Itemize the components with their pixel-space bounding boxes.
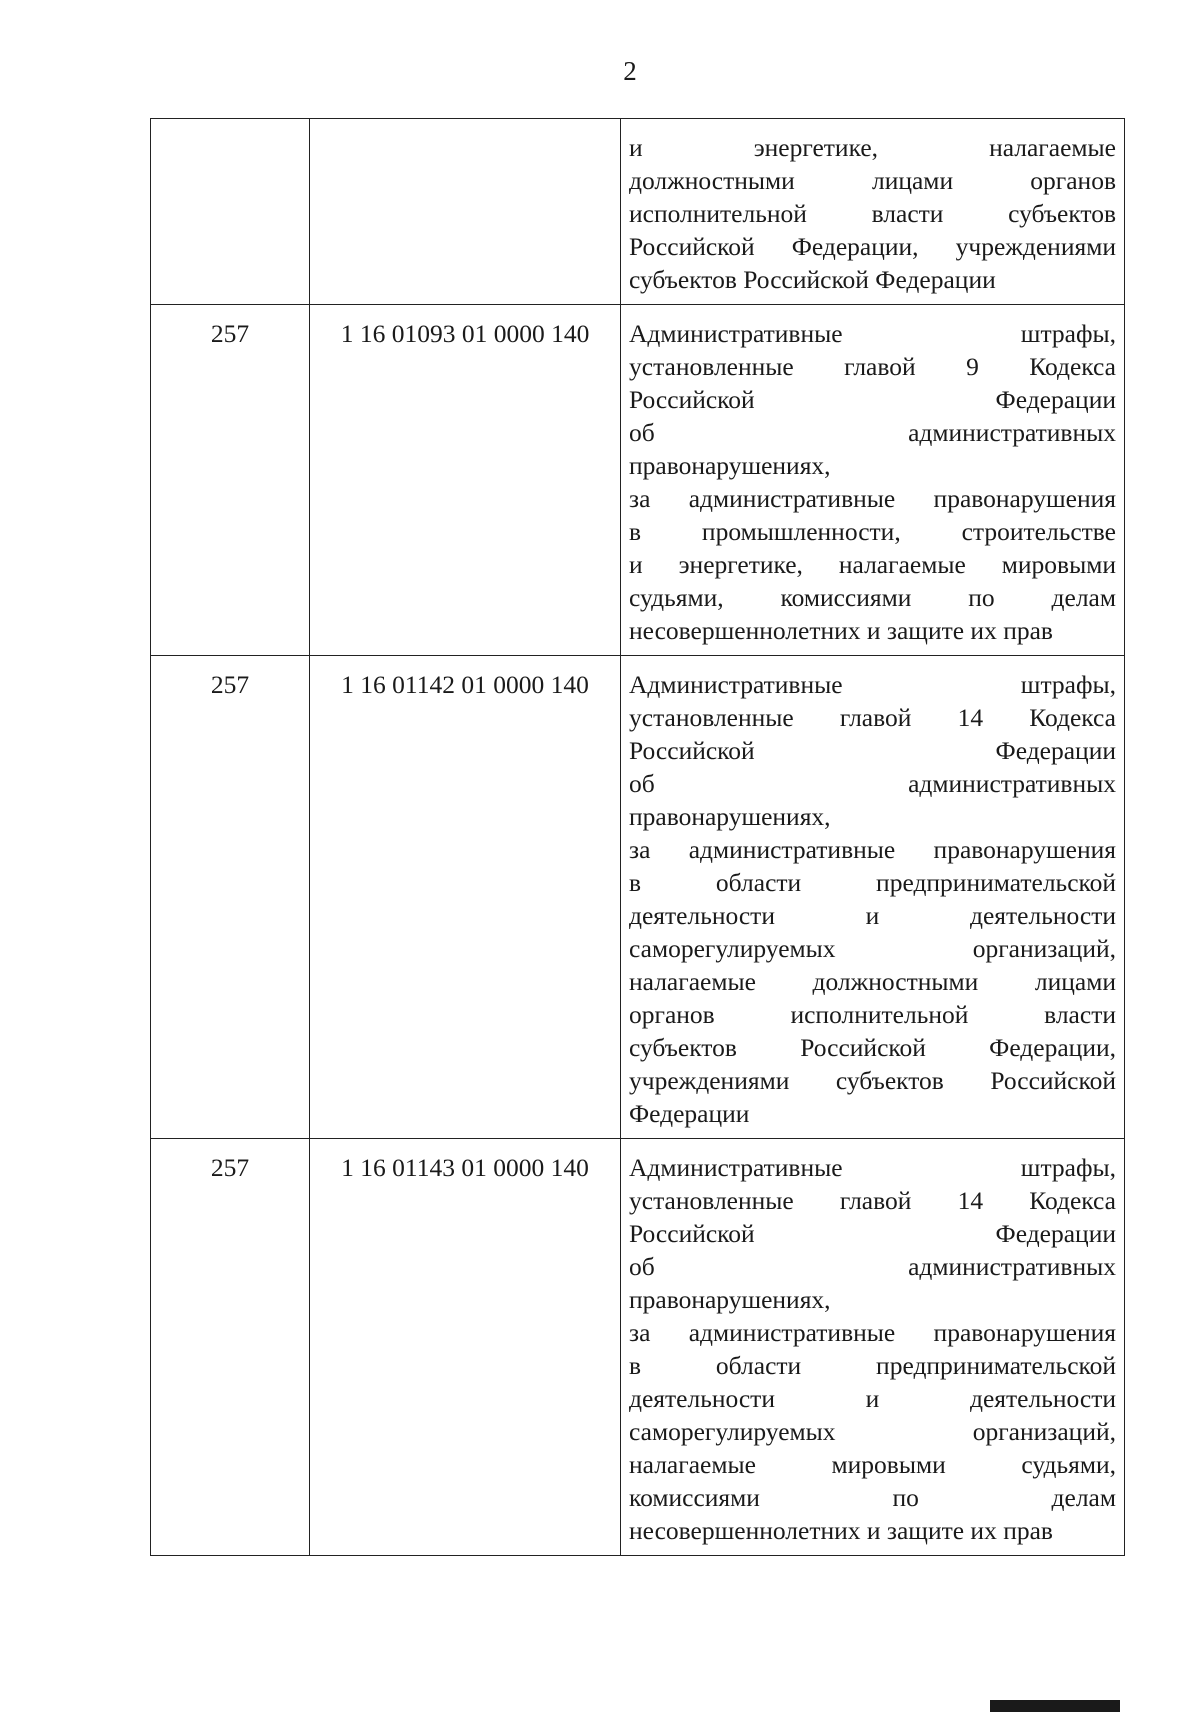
page-number: 2 (623, 56, 637, 86)
description-line: Административные штрафы, (629, 319, 1116, 348)
admin-code-cell (151, 119, 310, 305)
description-line: установленные главой 14 Кодекса (629, 1186, 1116, 1215)
description-line: за административные правонарушения (629, 1318, 1116, 1347)
description-line: судьями, комиссиями по делам (629, 583, 1116, 612)
description-line: установленные главой 9 Кодекса (629, 352, 1116, 381)
description-line: и энергетике, налагаемые (629, 133, 1116, 162)
description-line: деятельности и деятельности (629, 1384, 1116, 1413)
table-row (151, 119, 1125, 305)
description-line: об административных (629, 1252, 1116, 1281)
description-line: должностными лицами органов (629, 166, 1116, 195)
description-line: саморегулируемых организаций, (629, 1417, 1116, 1446)
description-line: за административные правонарушения (629, 835, 1116, 864)
description-line: в промышленности, строительстве (629, 517, 1116, 546)
description-line: Административные штрафы, (629, 1153, 1116, 1182)
description-cell (621, 119, 1125, 305)
admin-code-cell: 257 (151, 305, 310, 656)
description-line: правонарушениях, (629, 1285, 831, 1314)
description-line: субъектов Российской Федерации (629, 265, 996, 294)
description-line: Российской Федерации, учреждениями (629, 232, 1116, 261)
description-line: установленные главой 14 Кодекса (629, 703, 1116, 732)
description-line: деятельности и деятельности (629, 901, 1116, 930)
description-line: за административные правонарушения (629, 484, 1116, 513)
budget-codes-table (150, 118, 1125, 1556)
description-line: несовершеннолетних и защите их прав (629, 616, 1053, 645)
description-line: несовершеннолетних и защите их прав (629, 1516, 1053, 1545)
description-line: правонарушениях, (629, 802, 831, 831)
description-line: налагаемые должностными лицами (629, 967, 1116, 996)
scan-artifact (990, 1700, 1120, 1712)
description-line: об административных (629, 418, 1116, 447)
description-line: Административные штрафы, (629, 670, 1116, 699)
description-line: в области предпринимательской (629, 868, 1116, 897)
table-row (151, 1139, 1125, 1556)
kbk-code-cell (310, 119, 621, 305)
description-line: Российской Федерации (629, 385, 1116, 414)
description-line: об административных (629, 769, 1116, 798)
kbk-code-cell: 1 16 01142 01 0000 140 (310, 656, 621, 1139)
description-line: саморегулируемых организаций, (629, 934, 1116, 963)
description-line: органов исполнительной власти (629, 1000, 1116, 1029)
description-line: Российской Федерации (629, 736, 1116, 765)
description-line: Российской Федерации (629, 1219, 1116, 1248)
description-cell (621, 1139, 1125, 1556)
admin-code-cell: 257 (151, 656, 310, 1139)
description-line: учреждениями субъектов Российской (629, 1066, 1116, 1095)
description-line: и энергетике, налагаемые мировыми (629, 550, 1116, 579)
table-row (151, 656, 1125, 1139)
description-cell (621, 305, 1125, 656)
description-line: в области предпринимательской (629, 1351, 1116, 1380)
description-line: исполнительной власти субъектов (629, 199, 1116, 228)
kbk-code-cell: 1 16 01143 01 0000 140 (310, 1139, 621, 1556)
description-line: комиссиями по делам (629, 1483, 1116, 1512)
kbk-code-cell: 1 16 01093 01 0000 140 (310, 305, 621, 656)
table-body (151, 119, 1125, 1556)
description-line: субъектов Российской Федерации, (629, 1033, 1116, 1062)
description-cell (621, 656, 1125, 1139)
description-line: правонарушениях, (629, 451, 831, 480)
description-line: Федерации (629, 1099, 750, 1128)
table-row (151, 305, 1125, 656)
admin-code-cell: 257 (151, 1139, 310, 1556)
description-line: налагаемые мировыми судьями, (629, 1450, 1116, 1479)
